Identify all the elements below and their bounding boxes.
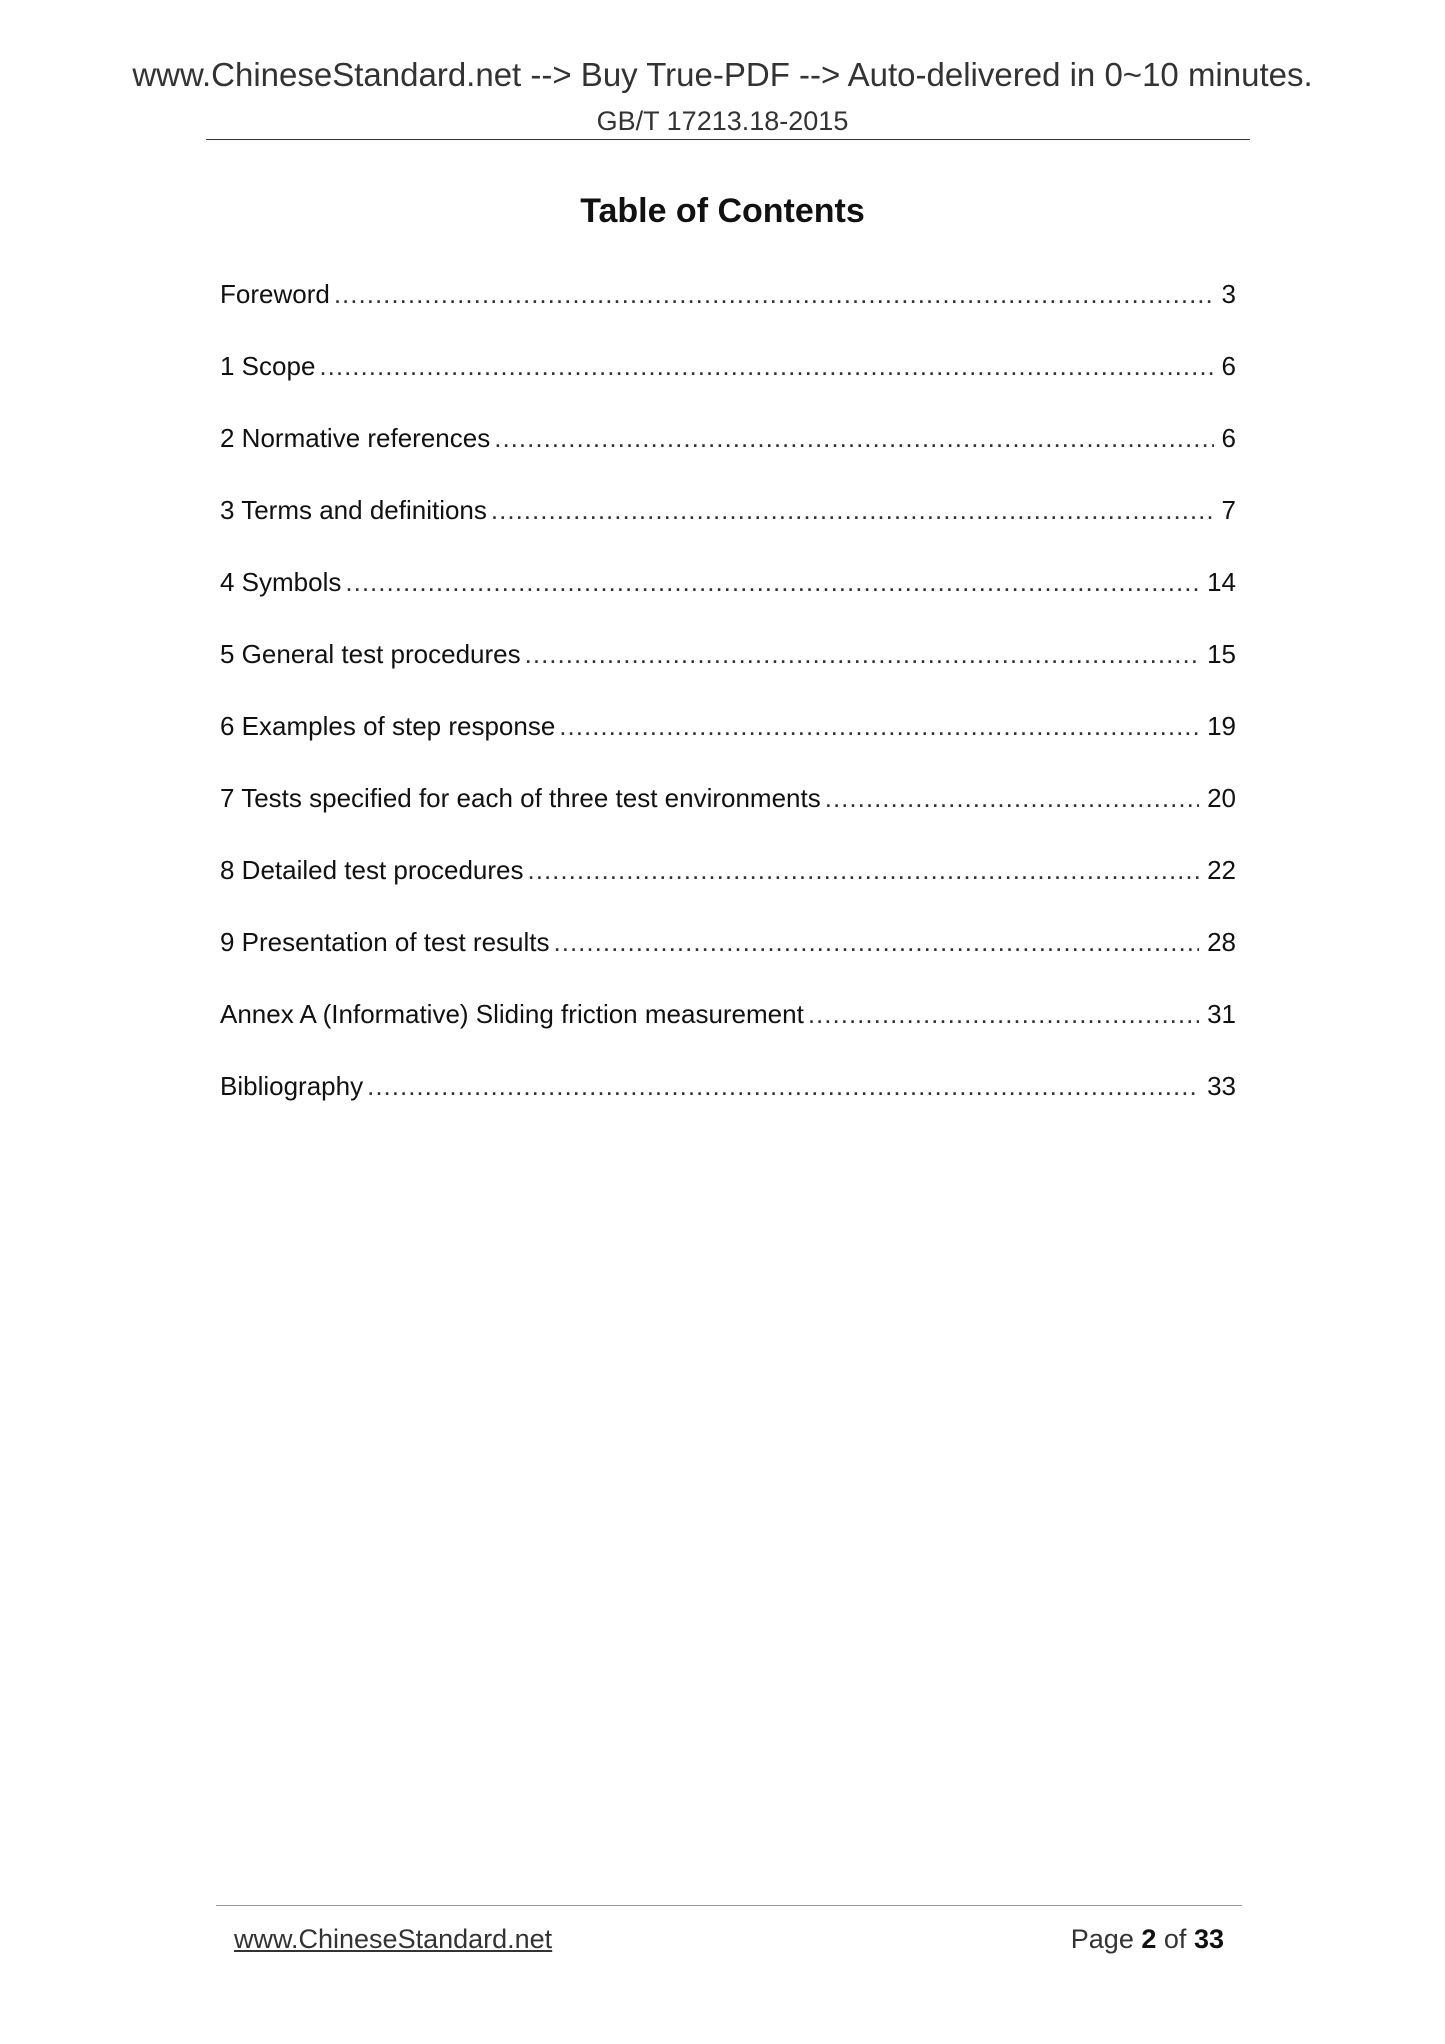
page-number [1071,1924,1224,1955]
toc-entry-symbols[interactable] [220,562,1236,634]
toc-entry-page: 20 [1207,783,1236,813]
toc-entry-label: Foreword [220,279,330,309]
toc-entry-label: 3 Terms and definitions [220,495,487,525]
toc-title: Table of Contents [580,192,865,230]
toc-entry-label: Annex A (Informative) Sliding friction measurement [220,999,804,1029]
toc-entry-label: 5 General test procedures [220,639,521,669]
standard-id: GB/T 17213.18-2015 [596,106,849,136]
toc-entry-page: 7 [1221,495,1236,525]
toc-entry-page: 3 [1221,279,1236,309]
toc-entry-annex-a[interactable] [220,994,1236,1066]
toc-entry-page: 22 [1207,855,1236,885]
toc-dot-leader [525,634,1199,674]
toc-entry-tests-specified[interactable] [220,778,1236,850]
toc-entry-page: 33 [1207,1071,1236,1101]
toc-entry-label: 9 Presentation of test results [220,927,550,957]
toc-entry-terms-and-definitions[interactable] [220,490,1236,562]
footer-divider [216,1905,1242,1906]
toc-dot-leader [825,778,1199,818]
toc-entry-label: 1 Scope [220,351,316,381]
toc-entry-label: Bibliography [220,1071,364,1101]
toc-entry-page: 14 [1207,567,1236,597]
toc-entry-label: 6 Examples of step response [220,711,556,741]
toc-entry-presentation-of-test-results[interactable] [220,922,1236,994]
toc-entry-label: 2 Normative references [220,423,491,453]
toc-entry-page: 28 [1207,927,1236,957]
toc-entry-page: 6 [1221,351,1236,381]
toc-dot-leader [554,922,1200,962]
toc-entry-detailed-test-procedures[interactable] [220,850,1236,922]
footer-website-link[interactable]: www.ChineseStandard.net [234,1924,553,1954]
toc-entry-label: 4 Symbols [220,567,342,597]
toc-dot-leader [528,850,1200,890]
toc-entry-general-test-procedures[interactable] [220,634,1236,706]
toc-dot-leader [494,418,1213,458]
toc-dot-leader [491,490,1214,530]
toc-dot-leader [367,1066,1199,1106]
toc-entry-page: 15 [1207,639,1236,669]
toc-list [220,274,1236,1138]
toc-dot-leader [319,346,1213,386]
toc-dot-leader [334,274,1214,314]
toc-entry-page: 31 [1207,999,1236,1029]
page-total: 33 [1193,1924,1224,1954]
page-prefix: Page [1070,1924,1134,1954]
toc-entry-examples-of-step-response[interactable] [220,706,1236,778]
toc-entry-label: 8 Detailed test procedures [220,855,524,885]
toc-entry-bibliography[interactable] [220,1066,1236,1138]
toc-dot-leader [808,994,1199,1034]
toc-entry-page: 19 [1207,711,1236,741]
toc-dot-leader [345,562,1199,602]
header-divider [206,139,1250,140]
toc-dot-leader [559,706,1199,746]
page-current: 2 [1141,1924,1157,1954]
toc-entry-normative-references[interactable] [220,418,1236,490]
toc-entry-foreword[interactable] [220,274,1236,346]
toc-entry-page: 6 [1221,423,1236,453]
toc-entry-scope[interactable] [220,346,1236,418]
page-of: of [1163,1924,1187,1954]
header-banner: www.ChineseStandard.net --> Buy True-PDF --> Auto-delivered in 0~10 minutes. [132,56,1313,93]
toc-entry-label: 7 Tests specified for each of three test environments [220,783,821,813]
